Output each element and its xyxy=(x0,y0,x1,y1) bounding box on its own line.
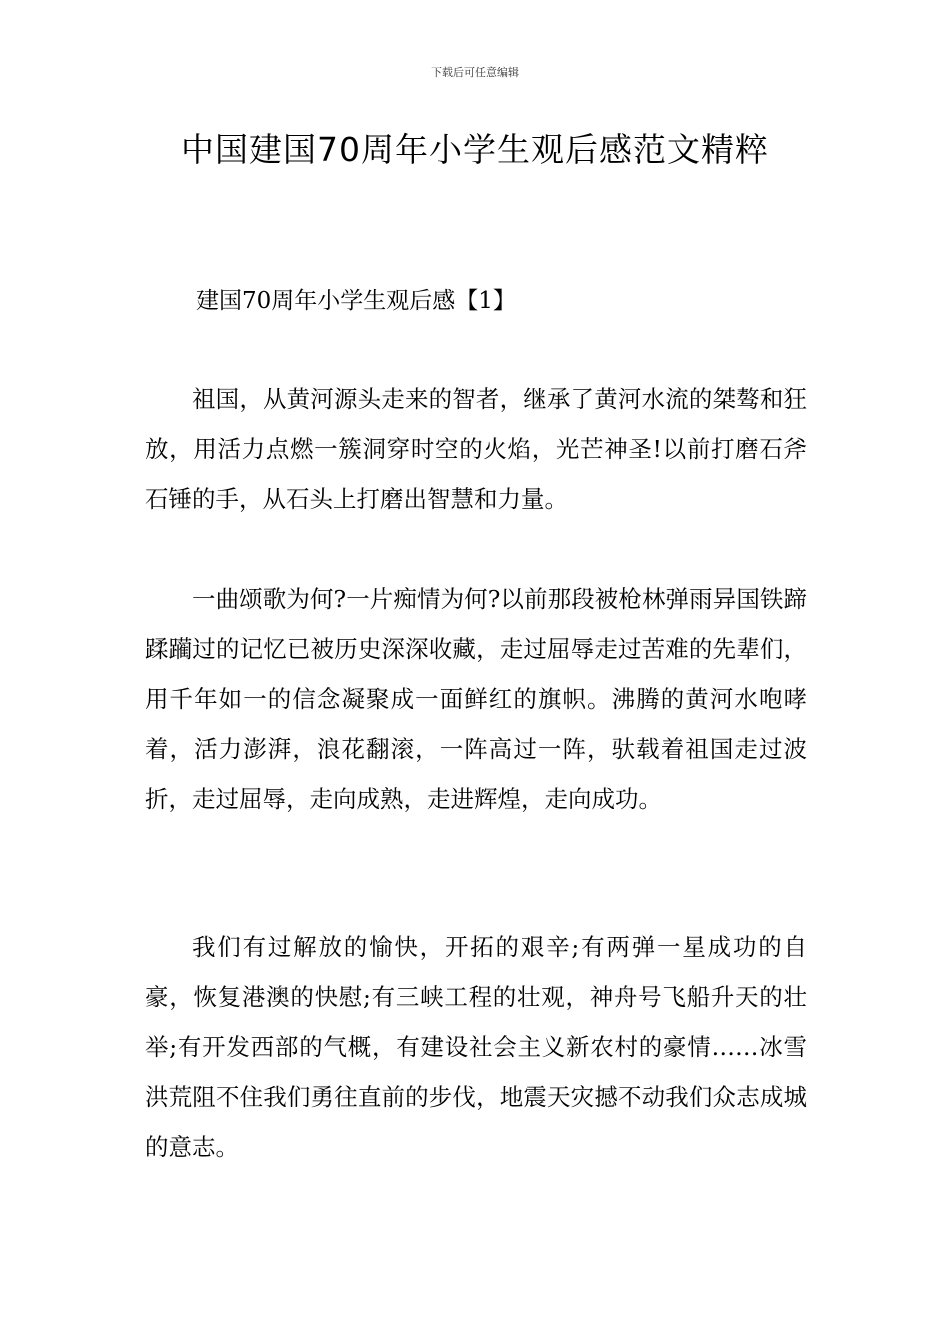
document-title: 中国建国70周年小学生观后感范文精粹 xyxy=(181,130,769,169)
header-note: 下载后可任意编辑 xyxy=(431,66,519,79)
paragraph: 祖国，从黄河源头走来的智者，继承了黄河水流的桀骜和狂放，用活力点燃一簇洞穿时空的火焰，光芒神圣!以前打磨石斧石锤的手，从石头上打磨出智慧和力量。 xyxy=(145,385,807,513)
section-heading: 建国70周年小学生观后感【1】 xyxy=(196,288,516,314)
paragraph: 我们有过解放的愉快，开拓的艰辛;有两弹一星成功的自豪，恢复港澳的快慰;有三峡工程的壮观，神舟号飞船升天的壮举;有开发西部的气概，有建设社会主义新农村的豪情……冰雪洪荒阻不住我们勇往直前的步伐，地震天灾撼不动我们众志成城的意志。 xyxy=(145,933,807,1161)
paragraph: 一曲颂歌为何?一片痴情为何?以前那段被枪林弹雨异国铁蹄蹂躏过的记忆已被历史深深收藏，走过屈辱走过苦难的先辈们，用千年如一的信念凝聚成一面鲜红的旗帜。沸腾的黄河水咆哮着，活力澎湃，浪花翻滚，一阵高过一阵，驮载着祖国走过波折，走过屈辱，走向成熟，走进辉煌，走向成功。 xyxy=(145,585,807,813)
